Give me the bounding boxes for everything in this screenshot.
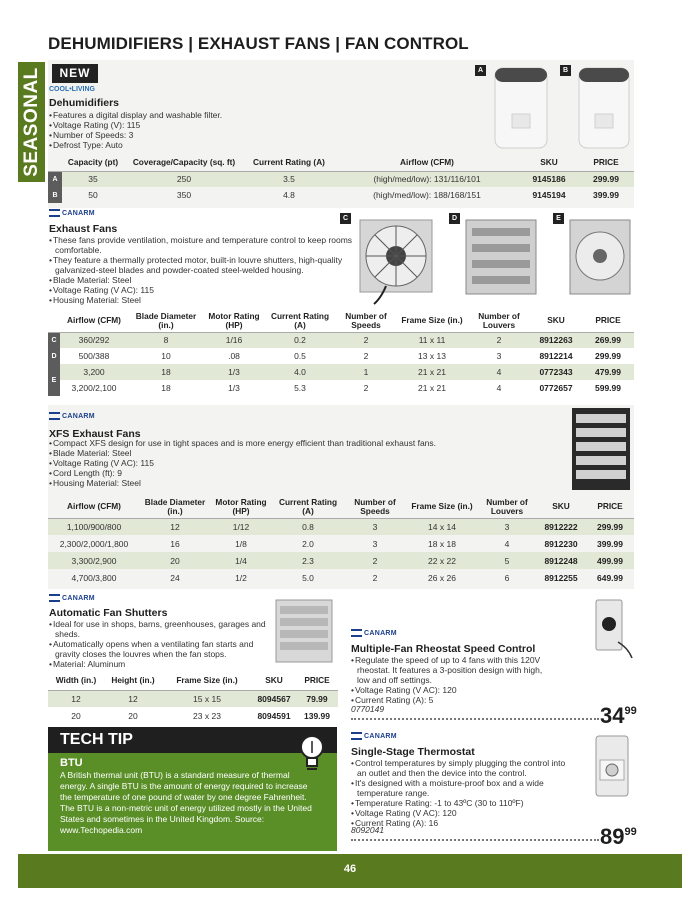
table-cell: 23 x 23 — [193, 710, 221, 721]
sku-cell: 8912214 — [539, 351, 573, 361]
feature-item: • Voltage Rating (V AC): 115 — [49, 285, 354, 295]
dehumidifier-features — [49, 110, 309, 150]
table-cell: 21 x 21 — [418, 383, 446, 393]
column-header: Number of Louvers — [468, 310, 530, 332]
table-cell: 2 — [372, 572, 378, 583]
table-cell: 4 — [496, 383, 502, 393]
table-cell: 3 — [496, 351, 502, 361]
dehumidifier-table — [48, 155, 634, 203]
canarm-logo-icon — [49, 594, 60, 602]
exhaust-fan-image-c — [356, 214, 440, 306]
table-cell: 10 — [161, 351, 171, 361]
price-cell: 499.99 — [586, 552, 634, 569]
sku-cell: 0772343 — [530, 364, 582, 380]
image-tag-d: D — [449, 213, 460, 224]
price-cell: 479.99 — [582, 364, 634, 380]
thermostat-title: Single-Stage Thermostat — [351, 746, 475, 758]
table-row — [48, 348, 634, 364]
table-cell: 4.0 — [264, 364, 336, 380]
sku-cell: 8912248 — [536, 552, 586, 569]
exhaust-fan-features — [49, 235, 354, 305]
table-cell: 6 — [504, 572, 510, 583]
rheostat-title: Multiple-Fan Rheostat Speed Control — [351, 643, 536, 655]
shutters-title: Automatic Fan Shutters — [49, 607, 168, 619]
dotted-divider — [351, 718, 599, 720]
column-header: SKU — [252, 672, 296, 690]
table-cell: 4 — [504, 538, 510, 549]
table-cell: 35 — [62, 171, 124, 187]
row-label: D — [48, 348, 60, 364]
price-cell: 399.99 — [597, 538, 623, 549]
column-header: PRICE — [296, 672, 338, 690]
feature-item: • Blade Material: Steel — [49, 448, 519, 458]
rheostat-sku: 0770149 — [351, 704, 385, 714]
canarm-logo-icon — [49, 412, 60, 420]
feature-item: • Housing Material: Steel — [49, 478, 519, 488]
feature-item: • Number of Speeds: 3 — [49, 130, 309, 140]
table-row — [48, 569, 634, 586]
table-cell: 11 x 11 — [396, 332, 468, 348]
column-header: Blade Diameter (in.) — [140, 496, 210, 518]
table-cell: 18 x 18 — [428, 538, 456, 549]
table-cell: 5.3 — [294, 383, 306, 393]
row-label: B — [48, 187, 62, 203]
table-cell: 2.3 — [272, 552, 344, 569]
dehumidifier-title: Dehumidifiers — [49, 97, 120, 109]
table-cell: 3,200/2,100 — [71, 383, 117, 393]
column-header: PRICE — [578, 155, 634, 171]
thermostat-image — [590, 730, 636, 802]
table-row — [48, 535, 634, 552]
table-cell: 3,200 — [60, 364, 128, 380]
table-row — [48, 518, 634, 535]
feature-item: • Voltage Rating (V AC): 120 — [351, 808, 576, 818]
table-cell: 0.2 — [264, 332, 336, 348]
table-cell: 26 x 26 — [428, 572, 456, 583]
column-header: Number of Louvers — [478, 496, 536, 518]
sku-cell: 8912230 — [544, 538, 578, 549]
table-cell: 250 — [124, 171, 244, 187]
column-header: Width (in.) — [48, 672, 104, 690]
table-row — [48, 690, 338, 707]
canarm-logo — [49, 594, 95, 602]
table-cell: 1 — [336, 364, 396, 380]
column-header: Height (in.) — [104, 672, 162, 690]
image-tag-b: B — [560, 65, 571, 76]
table-cell: (high/med/low): 188/168/151 — [373, 190, 481, 200]
column-header: Frame Size (in.) — [162, 672, 252, 690]
table-cell: 1/3 — [204, 364, 264, 380]
feature-item: • It's designed with a moisture-proof box and a wide temperature range. — [351, 778, 576, 798]
table-cell: 3.5 — [244, 171, 334, 187]
table-cell: 20 — [128, 710, 138, 721]
feature-item: • Compact XFS design for use in tight spaces and is more energy efficient than traditional exhaust fans. — [49, 438, 519, 448]
price-cell: 269.99 — [582, 332, 634, 348]
column-header: SKU — [536, 496, 586, 518]
table-cell: 24 — [170, 572, 180, 583]
column-header: Number of Speeds — [344, 496, 406, 518]
canarm-logo — [49, 412, 95, 420]
table-cell: 12 — [140, 518, 210, 535]
table-cell: 2 — [363, 383, 369, 393]
rheostat-features — [351, 655, 551, 705]
tech-tip-body: A British thermal unit (BTU) is a standard measure of thermal energy. A single BTU is the amount of energy required to increase the temperature of one pound of water by one degree Fahrenheit. The BTU is a non-metric unit of energy utilized mostly in the United States and sometimes in the United Kingdom. Source: www.Techopedia.com — [60, 770, 312, 835]
table-row — [48, 707, 338, 724]
feature-item: • Housing Material: Steel — [49, 295, 354, 305]
page-title: DEHUMIDIFIERS | EXHAUST FANS | FAN CONTROL — [48, 34, 469, 53]
brand-label: CANARM — [62, 594, 95, 602]
table-row — [48, 364, 634, 380]
table-row — [48, 332, 634, 348]
feature-item: • Blade Material: Steel — [49, 275, 354, 285]
table-cell: 3 — [372, 538, 378, 549]
price-dollars: 89 — [600, 824, 625, 849]
table-row — [48, 380, 634, 396]
brand-label: CANARM — [62, 412, 95, 420]
xfs-table — [48, 496, 634, 586]
exhaust-fan-image-d — [462, 214, 542, 302]
table-cell: 14 x 14 — [406, 518, 478, 535]
price-cell: 399.99 — [593, 190, 619, 200]
feature-item: • Ideal for use in shops, barns, greenhouses, garages and sheds. — [49, 619, 269, 639]
table-cell: 1/8 — [235, 538, 247, 549]
canarm-logo — [351, 732, 397, 740]
feature-item: • Control temperatures by simply plugging the control into an outlet and then the device into the control. — [351, 758, 576, 778]
table-cell: 3 — [344, 518, 406, 535]
row-label: A — [48, 171, 62, 187]
new-badge: NEW — [52, 64, 98, 83]
price-cell: 79.99 — [296, 690, 338, 707]
sku-cell: 8912255 — [544, 572, 578, 583]
page-number: 46 — [343, 863, 357, 875]
table-cell: 1/12 — [210, 518, 272, 535]
column-header: Current Rating (A) — [264, 310, 336, 332]
table-cell: 8 — [128, 332, 204, 348]
canarm-logo-icon — [351, 629, 362, 637]
feature-item: • Defrost Type: Auto — [49, 140, 309, 150]
table-cell: 350 — [176, 190, 192, 200]
table-cell: 500/388 — [78, 351, 110, 361]
xfs-title: XFS Exhaust Fans — [49, 428, 141, 440]
page-footer — [18, 854, 682, 888]
feature-item: • Automatically opens when a ventilating fan starts and gravity closes the louvres when the fan stops. — [49, 639, 269, 659]
brand-label: CANARM — [364, 629, 397, 637]
table-cell: 1,100/900/800 — [48, 518, 140, 535]
table-cell: 13 x 13 — [418, 351, 446, 361]
canarm-logo-icon — [49, 209, 60, 217]
column-header: Motor Rating (HP) — [204, 310, 264, 332]
column-header: Airflow (CFM) — [48, 496, 140, 518]
feature-item: • Regulate the speed of up to 4 fans with this 120V rheostat. It features a 3-position design with high, low and off settings. — [351, 655, 551, 685]
table-cell: 2 — [468, 332, 530, 348]
table-cell: 21 x 21 — [396, 364, 468, 380]
price-cell: 299.99 — [595, 351, 621, 361]
table-cell: 3 — [478, 518, 536, 535]
column-header: PRICE — [582, 310, 634, 332]
feature-item: • Voltage Rating (V AC): 115 — [49, 458, 519, 468]
dehumidifier-image-a — [492, 64, 550, 150]
table-cell: 50 — [88, 190, 98, 200]
table-cell: (high/med/low): 131/116/101 — [334, 171, 520, 187]
table-cell: 5.0 — [302, 572, 314, 583]
table-cell: 4,700/3,800 — [71, 572, 117, 583]
column-header: Motor Rating (HP) — [210, 496, 272, 518]
price-cell: 599.99 — [595, 383, 621, 393]
thermostat-features — [351, 758, 576, 828]
feature-item: • Cord Length (ft): 9 — [49, 468, 519, 478]
table-cell: 0.5 — [294, 351, 306, 361]
feature-item: • Voltage Rating (V AC): 120 — [351, 685, 551, 695]
row-label: C — [48, 332, 60, 348]
column-header: Frame Size (in.) — [396, 310, 468, 332]
column-header: PRICE — [586, 496, 634, 518]
brand-label: CANARM — [364, 732, 397, 740]
table-cell: 0.8 — [272, 518, 344, 535]
table-cell: 2,300/2,000/1,800 — [59, 538, 129, 549]
table-cell: 1/2 — [235, 572, 247, 583]
feature-item: • They feature a thermally protected motor, built-in louvre shutters, high-quality galvanized-steel blades and powder-coated steel-welded housing. — [49, 255, 354, 275]
table-cell: 2 — [344, 552, 406, 569]
column-header: SKU — [530, 310, 582, 332]
table-cell: 2 — [363, 351, 369, 361]
rheostat-price — [600, 703, 637, 729]
column-header: Current Rating (A) — [244, 155, 334, 171]
image-tag-a: A — [475, 65, 486, 76]
table-cell: 4.8 — [283, 190, 295, 200]
feature-item: • Features a digital display and washable filter. — [49, 110, 309, 120]
table-cell: 2 — [336, 332, 396, 348]
dotted-divider — [351, 839, 599, 841]
price-cell: 299.99 — [586, 518, 634, 535]
side-tab-label: SEASONAL — [20, 67, 42, 177]
column-header: Airflow (CFM) — [334, 155, 520, 171]
row-label: E — [48, 364, 60, 396]
column-header: Number of Speeds — [336, 310, 396, 332]
tech-tip-subheading: BTU — [60, 757, 83, 769]
price-cell: 139.99 — [304, 710, 330, 721]
table-cell: 18 — [161, 383, 171, 393]
table-cell: 1/16 — [204, 332, 264, 348]
canarm-logo — [351, 629, 397, 637]
price-cell: 649.99 — [597, 572, 623, 583]
sku-cell: 8094591 — [257, 710, 291, 721]
feature-item: • These fans provide ventilation, moisture and temperature control to keep rooms comfortable. — [49, 235, 354, 255]
tech-tip-heading: TECH TIP — [60, 731, 133, 748]
brand-label: CANARM — [62, 209, 95, 217]
rheostat-image — [592, 598, 634, 660]
table-cell: 5 — [478, 552, 536, 569]
sku-cell: 0772657 — [539, 383, 573, 393]
image-tag-e: E — [553, 213, 564, 224]
table-cell: 4 — [468, 364, 530, 380]
feature-item: • Material: Aluminum — [49, 659, 269, 669]
table-cell: .08 — [228, 351, 240, 361]
xfs-fan-image — [566, 404, 636, 494]
thermostat-price — [600, 824, 637, 850]
table-cell: 360/292 — [60, 332, 128, 348]
column-header: Coverage/Capacity (sq. ft) — [124, 155, 244, 171]
coolliving-logo: COOL•LIVING — [49, 86, 96, 93]
table-cell: 1/3 — [228, 383, 240, 393]
table-cell: 2.0 — [302, 538, 314, 549]
column-header: Blade Diameter (in.) — [128, 310, 204, 332]
price-cents: 99 — [624, 826, 637, 838]
image-tag-c: C — [340, 213, 351, 224]
xfs-features — [49, 438, 519, 488]
price-dollars: 34 — [600, 703, 625, 728]
exhaust-fans-title: Exhaust Fans — [49, 223, 118, 235]
table-cell: 12 — [48, 690, 104, 707]
exhaust-fan-image-e — [566, 214, 634, 302]
shutter-image — [272, 598, 336, 664]
feature-item: • Temperature Rating: -1 to 43ºC (30 to 110ºF) — [351, 798, 576, 808]
feature-item: • Voltage Rating (V): 115 — [49, 120, 309, 130]
sku-cell: 8912222 — [536, 518, 586, 535]
column-header: Capacity (pt) — [62, 155, 124, 171]
table-row — [48, 187, 634, 203]
side-tab — [18, 62, 45, 182]
dehumidifier-image-b — [576, 64, 632, 150]
table-row — [48, 552, 634, 569]
table-row — [48, 171, 634, 187]
column-header: SKU — [520, 155, 578, 171]
column-header: Frame Size (in.) — [406, 496, 478, 518]
table-cell: 22 x 22 — [406, 552, 478, 569]
thermostat-sku: 8092041 — [351, 825, 385, 835]
price-cents: 99 — [624, 705, 637, 717]
tech-tip-header — [48, 727, 337, 753]
table-cell: 3,300/2,900 — [48, 552, 140, 569]
sku-cell: 9145186 — [520, 171, 578, 187]
shutters-table — [48, 672, 338, 724]
column-header: Airflow (CFM) — [60, 310, 128, 332]
canarm-logo — [49, 209, 95, 217]
exhaust-fan-table — [48, 310, 634, 396]
table-cell: 16 — [170, 538, 180, 549]
table-cell: 20 — [140, 552, 210, 569]
sku-cell: 8912263 — [530, 332, 582, 348]
table-cell: 18 — [128, 364, 204, 380]
price-cell: 299.99 — [578, 171, 634, 187]
table-cell: 20 — [71, 710, 81, 721]
table-cell: 1/4 — [210, 552, 272, 569]
column-header: Current Rating (A) — [272, 496, 344, 518]
canarm-logo-icon — [351, 732, 362, 740]
feature-item: • Current Rating (A): 16 — [351, 818, 576, 828]
table-cell: 15 x 15 — [162, 690, 252, 707]
sku-cell: 8094567 — [252, 690, 296, 707]
table-cell: 12 — [104, 690, 162, 707]
feature-item: • Current Rating (A): 5 — [351, 695, 551, 705]
sku-cell: 9145194 — [532, 190, 566, 200]
tech-tip-box — [48, 727, 337, 851]
shutters-features — [49, 619, 269, 669]
